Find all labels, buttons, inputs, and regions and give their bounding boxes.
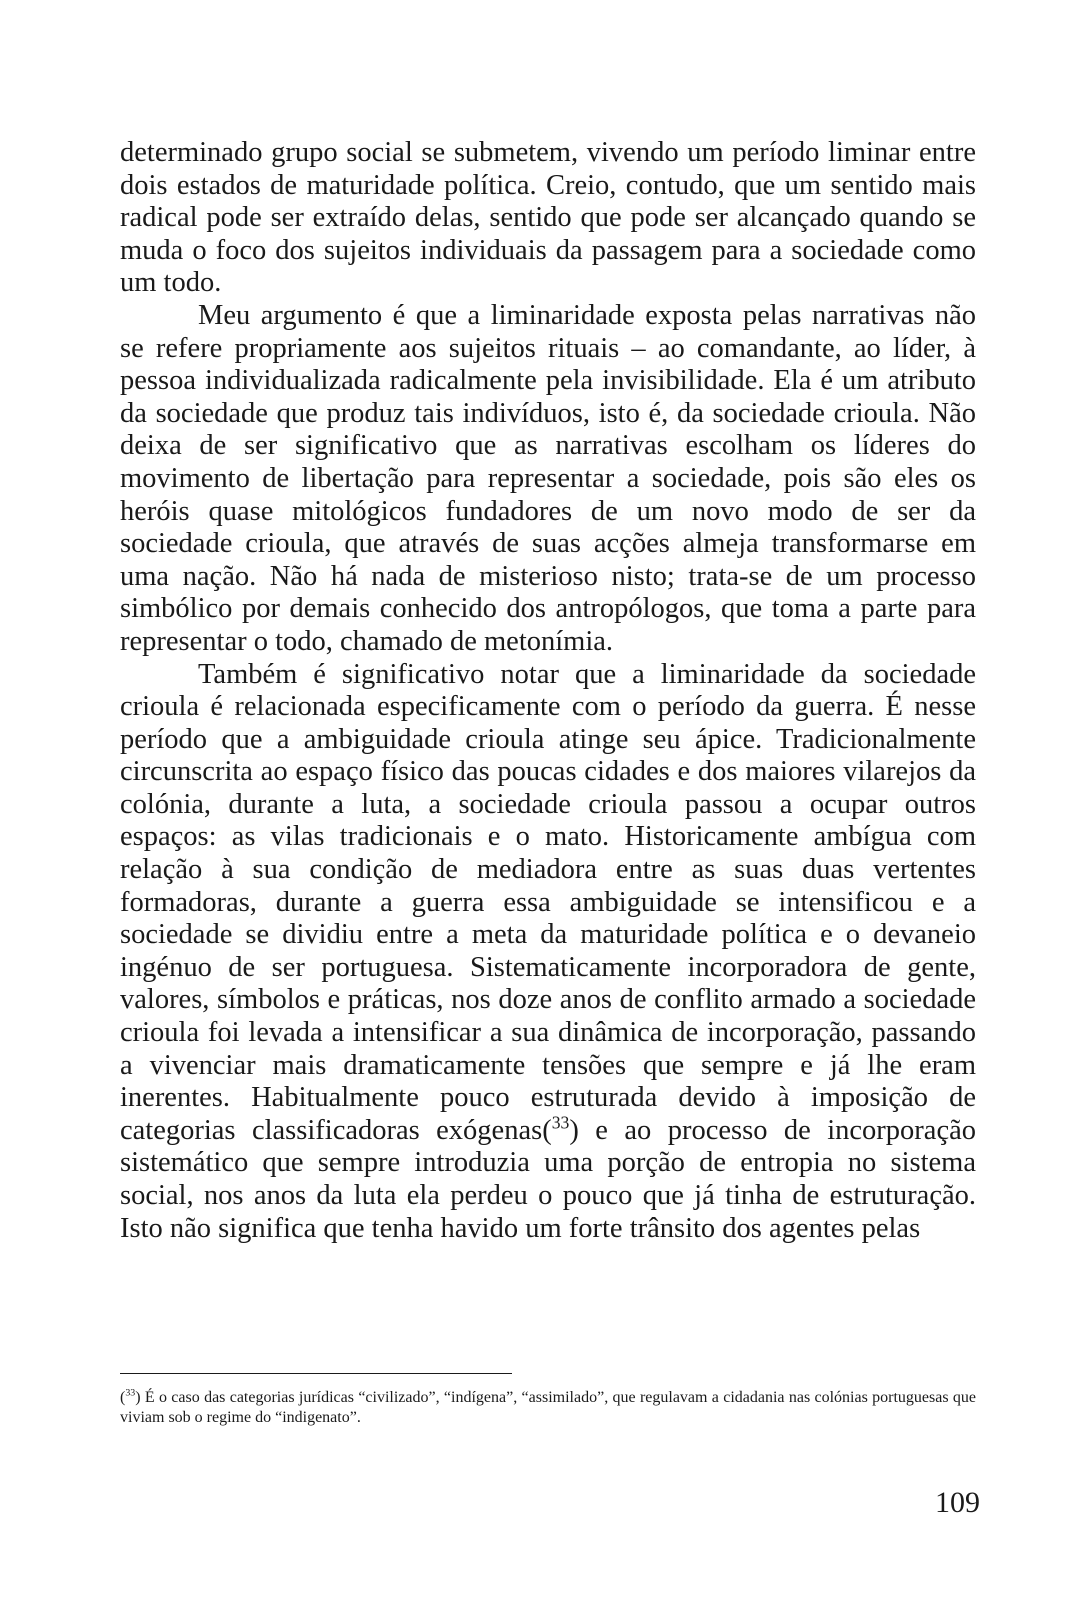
footnote-text: É o caso das categorias jurídicas “civilizado”, “indígena”, “assimilado”, que regulavam a cidadania nas colónias portuguesas que viviam sob o regime do “indigenato”. (120, 1389, 976, 1426)
footnote-divider (120, 1373, 512, 1374)
paragraph-3-text-after-ref: ) e ao processo de incorporação sistemático que sempre introduzia uma porção de entropia no sistema social, nos anos da luta ela perdeu o pouco que já tinha de estruturação. Isto não significa que tenha havido um forte trânsito dos agentes pelas (120, 1114, 976, 1244)
paragraph-1: determinado grupo social se submetem, vivendo um período liminar entre dois estados de maturidade política. Creio, contudo, que um sentido mais radical pode ser extraído delas, sentido que pode ser alcançado quando se muda o foco dos sujeitos individuais da passagem para a sociedade como um todo. (120, 137, 976, 299)
footnote-open-paren: ( (120, 1389, 126, 1406)
paragraph-2: Meu argumento é que a liminaridade exposta pelas narrativas não se refere propriamente aos sujeitos rituais – ao comandante, ao líder, à pessoa individualizada radicalmente pela invisibilidade. Ela é um atributo da sociedade que produz tais indivíduos, isto é, da sociedade crioula. Não deixa de ser significativo que as narrativas escolham os líderes do movimento de libertação para representar a sociedade, pois são eles os heróis quase mitológicos fundadores de um novo modo de ser da sociedade crioula, que através de suas acções almeja transformarse em uma nação. Não há nada de misterioso nisto; trata-se de um processo simbólico por demais conhecido dos antropólogos, que toma a parte para representar o todo, chamado de metonímia. (120, 299, 976, 657)
footnote-reference: 33 (551, 1112, 570, 1133)
paragraph-3 (120, 659, 976, 1246)
paragraph-3-text-before-ref: Também é significativo notar que a liminaridade da sociedade crioula é relacionada especificamente com o período da guerra. É nesse período que a ambiguidade crioula atinge seu ápice. Tradicionalmente circunscrita ao espaço físico das poucas cidades e dos maiores vilarejos da colónia, durante a luta, a sociedade crioula passou a ocupar outros espaços: as vilas tradicionais e o mato. Historicamente ambígua com relação à sua condição de mediadora entre as suas duas vertentes formadoras, durante a guerra essa ambiguidade se intensificou e a sociedade se dividiu entre a meta da maturidade política e o devaneio ingénuo de ser portuguesa. Sistematicamente incorporadora de gente, valores, símbolos e práticas, nos doze anos de conflito armado a sociedade crioula foi levada a intensificar a sua dinâmica de incorporação, passando a vivenciar mais dramaticamente tensões que sempre e já lhe eram inerentes. Habitualmente pouco estruturada devido à imposição de categorias classificadoras exógenas( (120, 658, 976, 1146)
body-text (120, 137, 976, 1245)
footnote-close-paren: ) (135, 1389, 141, 1406)
footnote (120, 1388, 976, 1428)
page-number: 109 (935, 1486, 980, 1519)
footnote-number: 33 (125, 1387, 136, 1399)
